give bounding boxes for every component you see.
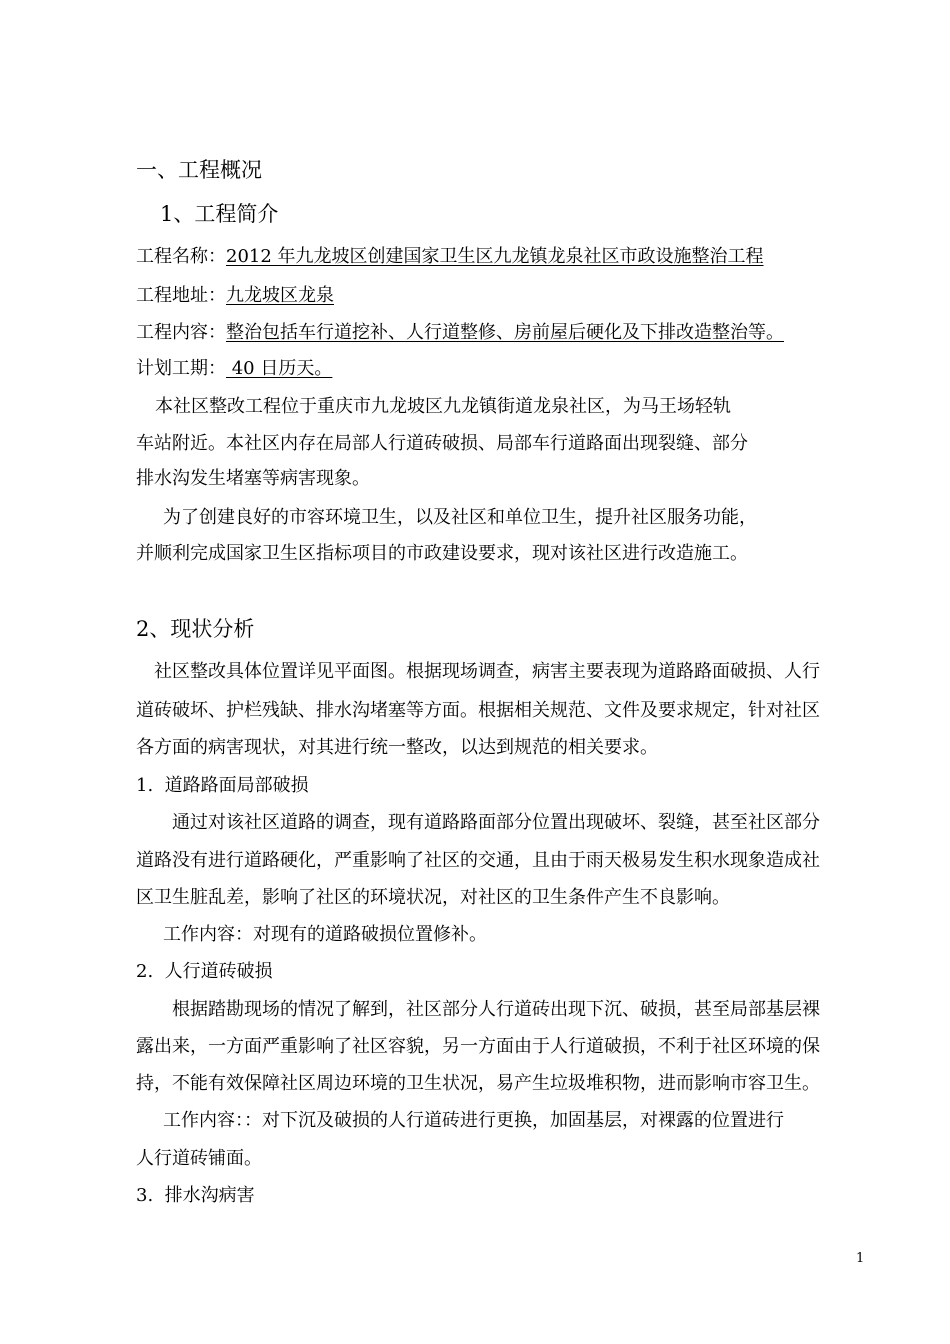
paragraph-line: 社区整改具体位置详见平面图。根据现场调查，病害主要表现为道路路面破损、人行 <box>154 661 820 682</box>
item-2-work-content-cont: 人行道砖铺面。 <box>136 1148 262 1169</box>
item-1-work-content: 工作内容：对现有的道路破损位置修补。 <box>163 924 487 945</box>
project-name-label: 工程名称： <box>136 246 226 267</box>
item-3-title: 3. 排水沟病害 <box>136 1185 255 1206</box>
item-2-title: 2. 人行道砖破损 <box>136 961 273 982</box>
paragraph-line: 道砖破坏、护栏残缺、排水沟堵塞等方面。根据相关规范、文件及要求规定，针对社区 <box>136 700 820 721</box>
section-1-heading: 一、工程概况 <box>136 158 262 182</box>
project-duration-row <box>136 357 332 381</box>
section-1-1-heading: 1、工程简介 <box>160 202 279 226</box>
paragraph-line: 露出来，一方面严重影响了社区容貌，另一方面由于人行道破损，不利于社区环境的保 <box>136 1036 820 1057</box>
paragraph-line: 道路没有进行道路硬化，严重影响了社区的交通，且由于雨天极易发生积水现象造成社 <box>136 850 820 871</box>
paragraph-line: 各方面的病害现状，对其进行统一整改，以达到规范的相关要求。 <box>136 737 658 758</box>
page-number: 1 <box>856 1251 865 1266</box>
section-2-heading: 2、现状分析 <box>136 617 255 641</box>
project-name-value: 2012 年九龙坡区创建国家卫生区九龙镇龙泉社区市政设施整治工程 <box>226 246 764 267</box>
project-duration-value: 40 日历天。 <box>226 358 333 379</box>
item-1-title: 1. 道路路面局部破损 <box>136 775 309 796</box>
paragraph-line: 持，不能有效保障社区周边环境的卫生状况，易产生垃圾堆积物，进而影响市容卫生。 <box>136 1073 820 1094</box>
project-duration-label: 计划工期： <box>136 358 226 379</box>
project-name-row <box>136 245 764 269</box>
paragraph-line: 区卫生脏乱差，影响了社区的环境状况，对社区的卫生条件产生不良影响。 <box>136 887 730 908</box>
project-content-row <box>136 321 784 345</box>
project-content-label: 工程内容： <box>136 322 226 343</box>
paragraph-line: 根据踏勘现场的情况了解到，社区部分人行道砖出现下沉、破损，甚至局部基层裸 <box>172 999 820 1020</box>
project-address-label: 工程地址： <box>136 285 226 306</box>
item-2-work-content: 工作内容：：对下沉及破损的人行道砖进行更换，加固基层，对裸露的位置进行 <box>163 1110 784 1131</box>
paragraph-line: 排水沟发生堵塞等病害现象。 <box>136 468 370 489</box>
paragraph-line: 通过对该社区道路的调查，现有道路路面部分位置出现破坏、裂缝，甚至社区部分 <box>172 812 820 833</box>
project-content-value: 整治包括车行道挖补、人行道整修、房前屋后硬化及下排改造整治等。 <box>226 322 784 343</box>
paragraph-line: 为了创建良好的市容环境卫生，以及社区和单位卫生，提升社区服务功能， <box>163 507 757 528</box>
paragraph-line: 并顺利完成国家卫生区指标项目的市政建设要求，现对该社区进行改造施工。 <box>136 543 748 564</box>
project-address-value: 九龙坡区龙泉 <box>226 285 334 306</box>
project-address-row <box>136 284 334 308</box>
paragraph-line: 本社区整改工程位于重庆市九龙坡区九龙镇街道龙泉社区，为马王场轻轨 <box>155 396 731 417</box>
paragraph-line: 车站附近。本社区内存在局部人行道砖破损、局部车行道路面出现裂缝、部分 <box>136 433 748 454</box>
